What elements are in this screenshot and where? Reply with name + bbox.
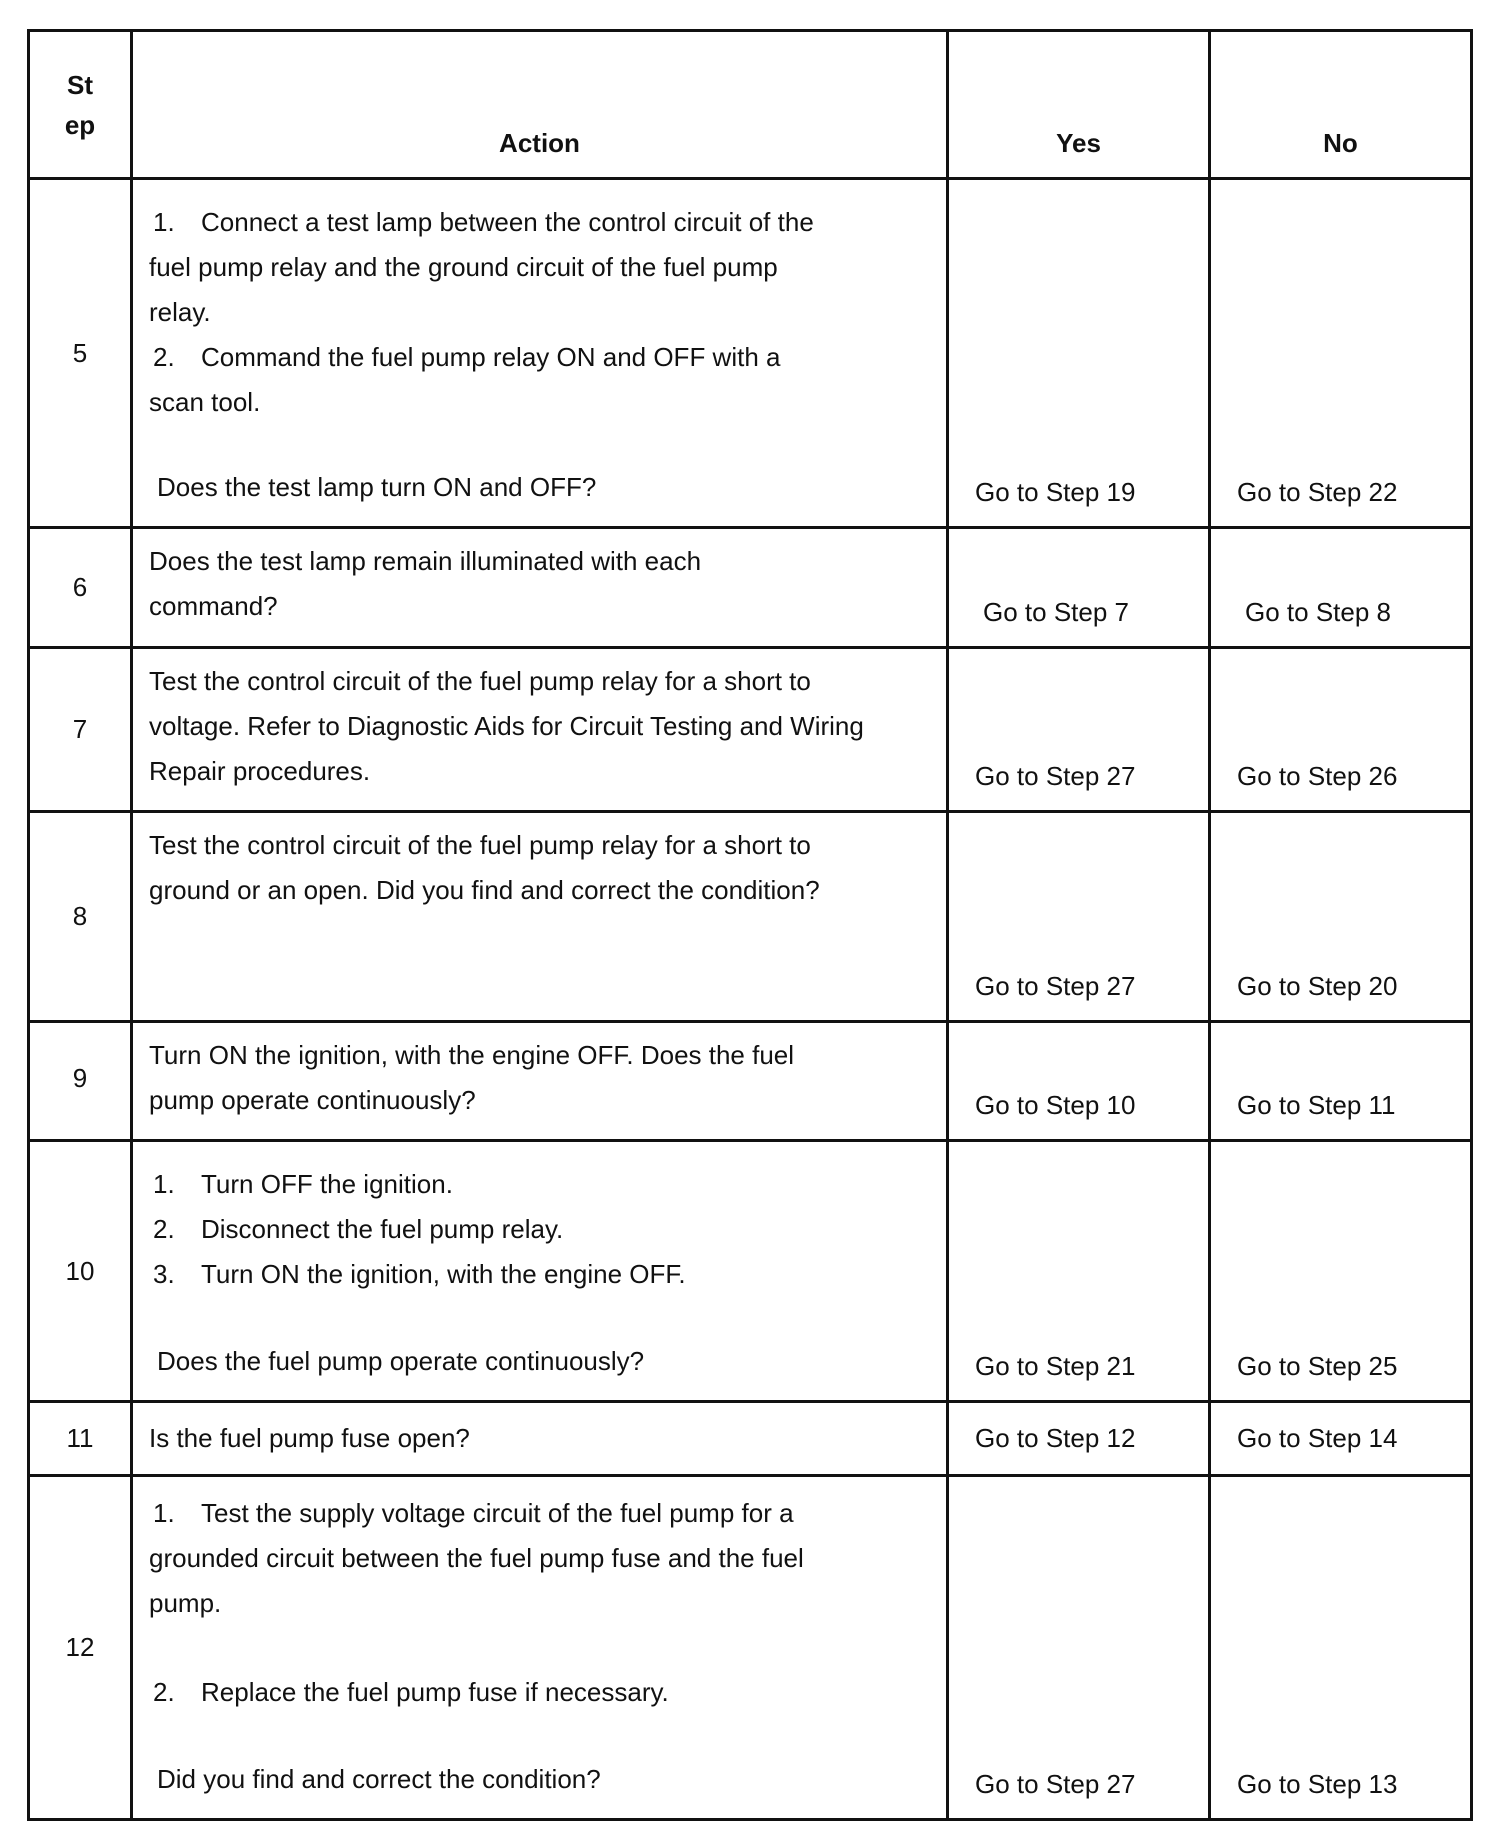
step-header: St ep (29, 31, 132, 179)
table-row (29, 812, 1472, 1022)
step-number: 9 (29, 1022, 132, 1141)
no-cell: Go to Step 13 (1210, 1476, 1472, 1820)
question-text: Did you find and correct the condition? (157, 1764, 601, 1794)
action-cell: Does the test lamp remain illuminated with each command? (132, 528, 948, 648)
action-cell: Test the control circuit of the fuel pump relay for a short to voltage. Refer to Diagnostic Aids for Circuit Testing and Wiring Repair procedures. (132, 648, 948, 812)
yes-cell: Go to Step 27 (948, 1476, 1210, 1820)
yes-cell: Go to Step 21 (948, 1141, 1210, 1402)
table-row (29, 1476, 1472, 1820)
table-row (29, 528, 1472, 648)
yes-cell: Go to Step 19 (948, 179, 1210, 528)
diagnostic-table (27, 29, 1473, 1821)
yes-cell: Go to Step 12 (948, 1402, 1210, 1476)
action-cell: Test the control circuit of the fuel pump relay for a short to ground or an open. Did you find and correct the condition? (132, 812, 948, 1022)
yes-cell: Go to Step 10 (948, 1022, 1210, 1141)
no-cell: Go to Step 14 (1210, 1402, 1472, 1476)
no-header: No (1210, 31, 1472, 179)
action-cell: Turn ON the ignition, with the engine OFF. Does the fuel pump operate continuously? (132, 1022, 948, 1141)
table-row (29, 1402, 1472, 1476)
step-number: 11 (29, 1402, 132, 1476)
action-cell: 1. Turn OFF the ignition. 2. Disconnect the fuel pump relay. 3. Turn ON the ignition, with the engine OFF. Does the fuel pump operate continuously? (132, 1141, 948, 1402)
step-number: 7 (29, 648, 132, 812)
step-number: 12 (29, 1476, 132, 1820)
yes-header: Yes (948, 31, 1210, 179)
no-cell: Go to Step 25 (1210, 1141, 1472, 1402)
step-number: 5 (29, 179, 132, 528)
no-cell: Go to Step 26 (1210, 648, 1472, 812)
step-number: 8 (29, 812, 132, 1022)
no-cell: Go to Step 22 (1210, 179, 1472, 528)
table-row (29, 1141, 1472, 1402)
no-cell: Go to Step 20 (1210, 812, 1472, 1022)
no-cell: Go to Step 11 (1210, 1022, 1472, 1141)
action-cell: Is the fuel pump fuse open? (132, 1402, 948, 1476)
yes-cell: Go to Step 7 (948, 528, 1210, 648)
yes-cell: Go to Step 27 (948, 812, 1210, 1022)
question-text: Does the fuel pump operate continuously? (157, 1346, 645, 1376)
no-cell: Go to Step 8 (1210, 528, 1472, 648)
action-cell: 1. Connect a test lamp between the control circuit of the fuel pump relay and the ground circuit of the fuel pump relay. 2. Command the fuel pump relay ON and OFF with a scan tool. Does the test lamp turn ON and OFF? (132, 179, 948, 528)
action-cell: 1. Test the supply voltage circuit of the fuel pump for a grounded circuit between the fuel pump fuse and the fuel pump. 2. Replace the fuel pump fuse if necessary. Did you find and correct the condition? (132, 1476, 948, 1820)
yes-cell: Go to Step 27 (948, 648, 1210, 812)
table-row (29, 648, 1472, 812)
table-row (29, 179, 1472, 528)
action-header: Action (132, 31, 948, 179)
header-row (29, 31, 1472, 179)
step-number: 6 (29, 528, 132, 648)
step-number: 10 (29, 1141, 132, 1402)
table-row (29, 1022, 1472, 1141)
question-text: Does the test lamp turn ON and OFF? (157, 472, 597, 502)
